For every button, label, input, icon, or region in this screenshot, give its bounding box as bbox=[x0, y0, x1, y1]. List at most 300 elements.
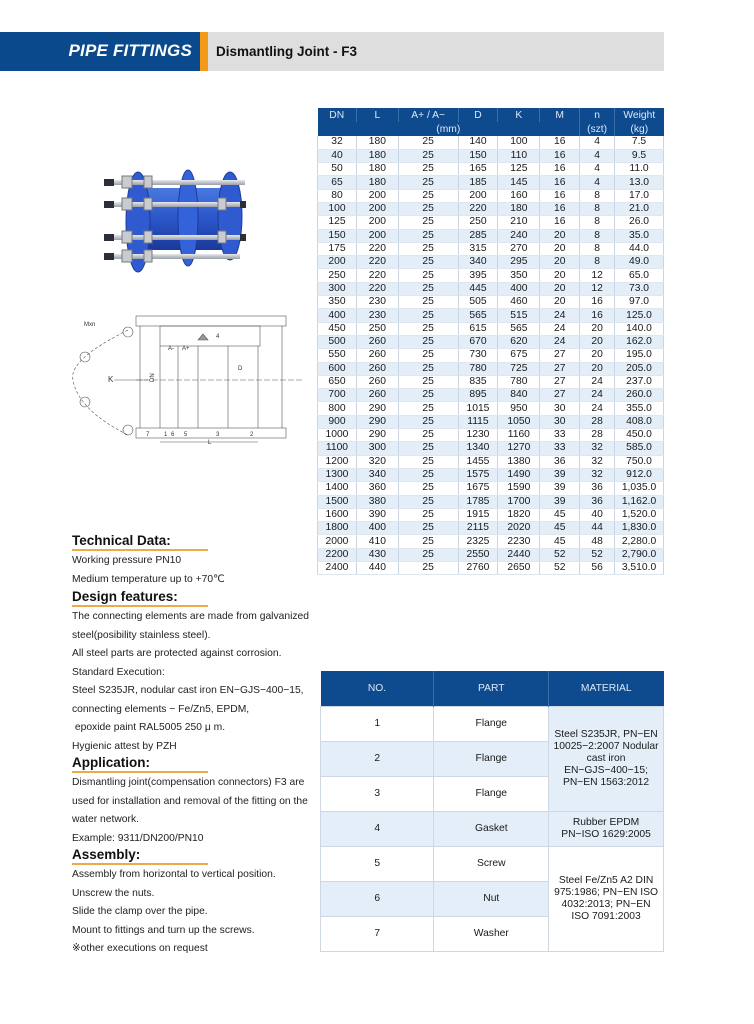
application-section bbox=[72, 755, 322, 848]
svg-text:K: K bbox=[108, 375, 114, 384]
table-cell: 48 bbox=[580, 535, 615, 548]
table-cell: 39 bbox=[540, 482, 580, 495]
table-cell: 260.0 bbox=[615, 389, 664, 402]
table-cell: 400 bbox=[498, 282, 540, 295]
table-row bbox=[318, 229, 664, 242]
table-cell: 350 bbox=[498, 269, 540, 282]
text-line: Unscrew the nuts. bbox=[72, 887, 155, 899]
table-cell: 150 bbox=[318, 229, 357, 242]
table-cell: 25 bbox=[398, 322, 458, 335]
table-row bbox=[318, 482, 664, 495]
table-cell: 200 bbox=[318, 256, 357, 269]
table-cell: 230 bbox=[356, 296, 398, 309]
table-cell: 25 bbox=[398, 562, 458, 575]
table-cell: 260 bbox=[356, 389, 398, 402]
table-cell: 200 bbox=[356, 189, 398, 202]
table-cell: 1600 bbox=[318, 508, 357, 521]
col-n: n bbox=[580, 108, 615, 122]
technical-data-heading: Technical Data: bbox=[72, 533, 208, 551]
table-cell: 25 bbox=[398, 216, 458, 229]
table-row bbox=[318, 269, 664, 282]
text-line: Example: 9311/DN200/PN10 bbox=[72, 832, 204, 844]
table-cell: 450.0 bbox=[615, 429, 664, 442]
table-cell: 4 bbox=[580, 163, 615, 176]
table-cell: 125 bbox=[318, 216, 357, 229]
table-cell: 20 bbox=[540, 269, 580, 282]
table-cell: 180 bbox=[356, 176, 398, 189]
table-cell: 16 bbox=[540, 163, 580, 176]
table-cell: 16 bbox=[540, 216, 580, 229]
col-dn: DN bbox=[318, 108, 357, 122]
table-row bbox=[318, 335, 664, 348]
table-cell: 8 bbox=[580, 216, 615, 229]
table-cell: 2000 bbox=[318, 535, 357, 548]
text-line: All steel parts are protected against corrosion. bbox=[72, 648, 282, 659]
table-cell: 44 bbox=[580, 522, 615, 535]
table-cell: 32 bbox=[580, 442, 615, 455]
table-cell: 16 bbox=[580, 296, 615, 309]
table-cell: 49.0 bbox=[615, 256, 664, 269]
table-cell: 1050 bbox=[498, 415, 540, 428]
table-cell: 97.0 bbox=[615, 296, 664, 309]
table-row bbox=[318, 495, 664, 508]
dims-body bbox=[318, 136, 664, 575]
table-cell: 290 bbox=[356, 429, 398, 442]
table-cell: 1000 bbox=[318, 429, 357, 442]
svg-text:A+: A+ bbox=[182, 346, 190, 352]
table-cell: 1230 bbox=[458, 429, 498, 442]
table-cell: 24 bbox=[580, 375, 615, 388]
table-row bbox=[318, 296, 664, 309]
table-cell: 295 bbox=[498, 256, 540, 269]
table-cell: 430 bbox=[356, 548, 398, 561]
svg-text:6: 6 bbox=[171, 432, 175, 438]
table-row bbox=[318, 375, 664, 388]
table-row bbox=[318, 242, 664, 255]
text-line: Hygienic attest by PZH bbox=[72, 740, 177, 752]
table-cell: 110 bbox=[498, 149, 540, 162]
table-cell: 40 bbox=[580, 508, 615, 521]
table-cell: 237.0 bbox=[615, 375, 664, 388]
table-cell: 39 bbox=[540, 495, 580, 508]
table-cell: 1700 bbox=[498, 495, 540, 508]
svg-text:A-: A- bbox=[168, 346, 174, 352]
table-cell: 25 bbox=[398, 256, 458, 269]
table-cell: 150 bbox=[458, 149, 498, 162]
table-cell: 800 bbox=[318, 402, 357, 415]
table-cell: 1200 bbox=[318, 455, 357, 468]
table-cell: 16 bbox=[540, 149, 580, 162]
table-cell: 780 bbox=[458, 362, 498, 375]
table-cell: 285 bbox=[458, 229, 498, 242]
footnote: ※other executions on request bbox=[72, 943, 208, 954]
product-photo bbox=[100, 150, 260, 280]
table-cell: 24 bbox=[540, 309, 580, 322]
table-cell: 1015 bbox=[458, 402, 498, 415]
table-cell: 12 bbox=[580, 269, 615, 282]
table-cell: 25 bbox=[398, 468, 458, 481]
unit-mm: (mm) bbox=[318, 122, 580, 136]
svg-text:7: 7 bbox=[146, 432, 150, 438]
table-cell: 3,510.0 bbox=[615, 562, 664, 575]
table-cell: 45 bbox=[540, 508, 580, 521]
svg-text:L: L bbox=[208, 440, 212, 445]
part-name: Flange bbox=[434, 706, 549, 741]
part-no: 1 bbox=[321, 706, 434, 741]
table-cell: 25 bbox=[398, 269, 458, 282]
dimensions-table bbox=[317, 108, 664, 575]
part-name: Screw bbox=[434, 846, 549, 881]
table-row bbox=[318, 468, 664, 481]
table-cell: 185 bbox=[458, 176, 498, 189]
table-cell: 730 bbox=[458, 349, 498, 362]
table-cell: 1500 bbox=[318, 495, 357, 508]
table-cell: 180 bbox=[356, 136, 398, 149]
table-cell: 320 bbox=[356, 455, 398, 468]
table-cell: 1675 bbox=[458, 482, 498, 495]
table-cell: 140 bbox=[458, 136, 498, 149]
table-cell: 25 bbox=[398, 296, 458, 309]
table-cell: 35.0 bbox=[615, 229, 664, 242]
table-cell: 36 bbox=[540, 455, 580, 468]
table-cell: 16 bbox=[540, 176, 580, 189]
table-cell: 200 bbox=[356, 202, 398, 215]
col-l: L bbox=[356, 108, 398, 122]
table-cell: 25 bbox=[398, 429, 458, 442]
col-k: K bbox=[498, 108, 540, 122]
table-cell: 27 bbox=[540, 362, 580, 375]
text-line: Working pressure PN10 bbox=[72, 555, 182, 566]
table-cell: 7.5 bbox=[615, 136, 664, 149]
col-weight: Weight bbox=[615, 108, 664, 122]
table-cell: 25 bbox=[398, 176, 458, 189]
technical-data-section bbox=[72, 533, 322, 589]
table-cell: 175 bbox=[318, 242, 357, 255]
table-cell: 56 bbox=[580, 562, 615, 575]
table-cell: 24 bbox=[540, 322, 580, 335]
table-cell: 260 bbox=[356, 375, 398, 388]
table-cell: 25 bbox=[398, 349, 458, 362]
table-cell: 145 bbox=[498, 176, 540, 189]
table-row bbox=[318, 282, 664, 295]
table-cell: 25 bbox=[398, 522, 458, 535]
table-cell: 360 bbox=[356, 482, 398, 495]
table-cell: 895 bbox=[458, 389, 498, 402]
table-cell: 1590 bbox=[498, 482, 540, 495]
table-cell: 400 bbox=[318, 309, 357, 322]
table-cell: 505 bbox=[458, 296, 498, 309]
table-cell: 30 bbox=[540, 415, 580, 428]
table-cell: 25 bbox=[398, 149, 458, 162]
table-cell: 25 bbox=[398, 495, 458, 508]
table-cell: 355.0 bbox=[615, 402, 664, 415]
table-row bbox=[321, 706, 664, 741]
table-cell: 205.0 bbox=[615, 362, 664, 375]
table-row bbox=[318, 256, 664, 269]
table-cell: 25 bbox=[398, 482, 458, 495]
table-cell: 45 bbox=[540, 535, 580, 548]
table-cell: 20 bbox=[540, 242, 580, 255]
table-cell: 8 bbox=[580, 242, 615, 255]
table-cell: 36 bbox=[580, 495, 615, 508]
table-cell: 27 bbox=[540, 375, 580, 388]
table-cell: 260 bbox=[356, 335, 398, 348]
table-row bbox=[318, 216, 664, 229]
table-cell: 25 bbox=[398, 442, 458, 455]
table-cell: 16 bbox=[580, 309, 615, 322]
table-cell: 1575 bbox=[458, 468, 498, 481]
section-banner bbox=[0, 32, 200, 71]
table-row bbox=[318, 442, 664, 455]
table-cell: 52 bbox=[540, 548, 580, 561]
table-cell: 350 bbox=[318, 296, 357, 309]
col-material: MATERIAL bbox=[549, 671, 664, 706]
table-cell: 4 bbox=[580, 176, 615, 189]
table-cell: 33 bbox=[540, 442, 580, 455]
table-cell: 32 bbox=[580, 468, 615, 481]
table-cell: 450 bbox=[318, 322, 357, 335]
part-no: 7 bbox=[321, 916, 434, 951]
svg-text:D: D bbox=[238, 366, 243, 372]
table-cell: 1915 bbox=[458, 508, 498, 521]
table-cell: 2200 bbox=[318, 548, 357, 561]
table-cell: 950 bbox=[498, 402, 540, 415]
table-cell: 25 bbox=[398, 548, 458, 561]
assembly-section bbox=[72, 847, 322, 959]
table-cell: 195.0 bbox=[615, 349, 664, 362]
table-cell: 1,520.0 bbox=[615, 508, 664, 521]
table-cell: 300 bbox=[318, 282, 357, 295]
table-cell: 100 bbox=[318, 202, 357, 215]
table-row bbox=[318, 202, 664, 215]
table-cell: 4 bbox=[580, 136, 615, 149]
table-cell: 912.0 bbox=[615, 468, 664, 481]
table-cell: 1340 bbox=[458, 442, 498, 455]
text-line: steel(posibility stainless steel). bbox=[72, 629, 211, 641]
table-row bbox=[318, 149, 664, 162]
table-cell: 515 bbox=[498, 309, 540, 322]
part-name: Washer bbox=[434, 916, 549, 951]
table-cell: 300 bbox=[356, 442, 398, 455]
table-cell: 162.0 bbox=[615, 335, 664, 348]
table-cell: 2325 bbox=[458, 535, 498, 548]
part-no: 4 bbox=[321, 811, 434, 846]
table-cell: 2,790.0 bbox=[615, 548, 664, 561]
table-cell: 13.0 bbox=[615, 176, 664, 189]
table-cell: 16 bbox=[540, 189, 580, 202]
table-cell: 340 bbox=[458, 256, 498, 269]
table-cell: 1400 bbox=[318, 482, 357, 495]
table-cell: 11.0 bbox=[615, 163, 664, 176]
table-cell: 25 bbox=[398, 309, 458, 322]
table-cell: 24 bbox=[580, 402, 615, 415]
technical-drawing bbox=[68, 310, 304, 445]
table-cell: 1,830.0 bbox=[615, 522, 664, 535]
col-no: NO. bbox=[321, 671, 434, 706]
table-cell: 600 bbox=[318, 362, 357, 375]
table-cell: 565 bbox=[458, 309, 498, 322]
table-cell: 1160 bbox=[498, 429, 540, 442]
text-line: epoxide paint RAL5005 250 μ m. bbox=[72, 722, 226, 733]
table-cell: 25 bbox=[398, 229, 458, 242]
design-features-section bbox=[72, 589, 322, 756]
table-cell: 210 bbox=[498, 216, 540, 229]
table-cell: 315 bbox=[458, 242, 498, 255]
page-title: Dismantling Joint - F3 bbox=[216, 44, 358, 59]
table-cell: 620 bbox=[498, 335, 540, 348]
table-cell: 2230 bbox=[498, 535, 540, 548]
svg-text:5: 5 bbox=[184, 432, 188, 438]
svg-text:1: 1 bbox=[164, 432, 168, 438]
table-cell: 390 bbox=[356, 508, 398, 521]
table-cell: 2020 bbox=[498, 522, 540, 535]
part-name: Gasket bbox=[434, 811, 549, 846]
table-row bbox=[318, 176, 664, 189]
table-row bbox=[321, 811, 664, 846]
parts-header-row bbox=[321, 671, 664, 706]
table-cell: 45 bbox=[540, 522, 580, 535]
table-row bbox=[318, 455, 664, 468]
table-cell: 260 bbox=[356, 362, 398, 375]
table-cell: 32 bbox=[580, 455, 615, 468]
table-cell: 24 bbox=[540, 335, 580, 348]
text-line: Dismantling joint(compensation connectors) F3 are bbox=[72, 777, 305, 788]
part-no: 5 bbox=[321, 846, 434, 881]
table-cell: 1800 bbox=[318, 522, 357, 535]
table-cell: 500 bbox=[318, 335, 357, 348]
part-no: 2 bbox=[321, 741, 434, 776]
table-cell: 100 bbox=[498, 136, 540, 149]
table-cell: 260 bbox=[356, 349, 398, 362]
table-cell: 25 bbox=[398, 375, 458, 388]
col-m: M bbox=[540, 108, 580, 122]
table-cell: 1490 bbox=[498, 468, 540, 481]
table-cell: 25 bbox=[398, 415, 458, 428]
table-cell: 2760 bbox=[458, 562, 498, 575]
table-cell: 1270 bbox=[498, 442, 540, 455]
table-cell: 27 bbox=[540, 349, 580, 362]
table-cell: 73.0 bbox=[615, 282, 664, 295]
text-line: The connecting elements are made from galvanized bbox=[72, 611, 309, 622]
table-cell: 44.0 bbox=[615, 242, 664, 255]
table-cell: 20 bbox=[540, 256, 580, 269]
dims-header-row bbox=[318, 108, 664, 122]
part-no: 3 bbox=[321, 776, 434, 811]
table-cell: 1820 bbox=[498, 508, 540, 521]
table-cell: 2550 bbox=[458, 548, 498, 561]
table-cell: 26.0 bbox=[615, 216, 664, 229]
table-cell: 585.0 bbox=[615, 442, 664, 455]
table-cell: 33 bbox=[540, 429, 580, 442]
assembly-heading: Assembly: bbox=[72, 847, 208, 865]
part-name: Flange bbox=[434, 741, 549, 776]
table-cell: 380 bbox=[356, 495, 398, 508]
material-gasket: Rubber EPDM PN−ISO 1629:2005 bbox=[549, 811, 664, 846]
label-mxn: Mxn bbox=[84, 322, 96, 328]
table-cell: 50 bbox=[318, 163, 357, 176]
material-fasteners: Steel Fe/Zn5 A2 DIN 975:1986; PN−EN ISO 4032:2013; PN−EN ISO 7091:2003 bbox=[549, 846, 664, 951]
table-cell: 52 bbox=[540, 562, 580, 575]
table-row bbox=[318, 402, 664, 415]
table-row bbox=[318, 429, 664, 442]
section-title: PIPE FITTINGS bbox=[68, 41, 192, 60]
table-cell: 21.0 bbox=[615, 202, 664, 215]
table-cell: 840 bbox=[498, 389, 540, 402]
table-cell: 165 bbox=[458, 163, 498, 176]
table-cell: 250 bbox=[356, 322, 398, 335]
text-line: connecting elements − Fe/Zn5, EPDM, bbox=[72, 703, 250, 715]
table-cell: 445 bbox=[458, 282, 498, 295]
table-cell: 125 bbox=[498, 163, 540, 176]
table-row bbox=[318, 349, 664, 362]
table-row bbox=[318, 309, 664, 322]
table-cell: 20 bbox=[540, 229, 580, 242]
table-row bbox=[318, 389, 664, 402]
table-cell: 25 bbox=[398, 508, 458, 521]
table-cell: 180 bbox=[356, 149, 398, 162]
table-cell: 16 bbox=[540, 202, 580, 215]
table-cell: 12 bbox=[580, 282, 615, 295]
col-a: A+ / A− bbox=[398, 108, 458, 122]
table-row bbox=[318, 522, 664, 535]
table-cell: 160 bbox=[498, 189, 540, 202]
table-cell: 125.0 bbox=[615, 309, 664, 322]
text-line: Medium temperature up to +70℃ bbox=[72, 573, 225, 585]
table-cell: 565 bbox=[498, 322, 540, 335]
table-cell: 1300 bbox=[318, 468, 357, 481]
table-cell: 8 bbox=[580, 229, 615, 242]
table-row bbox=[318, 362, 664, 375]
table-cell: 2440 bbox=[498, 548, 540, 561]
table-cell: 675 bbox=[498, 349, 540, 362]
table-cell: 615 bbox=[458, 322, 498, 335]
table-cell: 2115 bbox=[458, 522, 498, 535]
table-cell: 25 bbox=[398, 242, 458, 255]
table-cell: 220 bbox=[356, 256, 398, 269]
table-cell: 220 bbox=[458, 202, 498, 215]
table-cell: 36 bbox=[580, 482, 615, 495]
table-cell: 25 bbox=[398, 535, 458, 548]
table-cell: 200 bbox=[458, 189, 498, 202]
table-cell: 2650 bbox=[498, 562, 540, 575]
table-cell: 25 bbox=[398, 389, 458, 402]
table-cell: 900 bbox=[318, 415, 357, 428]
table-cell: 27 bbox=[540, 389, 580, 402]
svg-text:DN: DN bbox=[150, 373, 156, 382]
svg-text:4: 4 bbox=[216, 334, 220, 340]
table-cell: 24 bbox=[580, 389, 615, 402]
table-cell: 240 bbox=[498, 229, 540, 242]
table-cell: 52 bbox=[580, 548, 615, 561]
table-cell: 220 bbox=[356, 282, 398, 295]
table-cell: 650 bbox=[318, 375, 357, 388]
text-line: Assembly from horizontal to vertical position. bbox=[72, 869, 276, 880]
table-cell: 440 bbox=[356, 562, 398, 575]
table-cell: 17.0 bbox=[615, 189, 664, 202]
table-cell: 65.0 bbox=[615, 269, 664, 282]
col-part: PART bbox=[434, 671, 549, 706]
table-cell: 270 bbox=[498, 242, 540, 255]
table-cell: 700 bbox=[318, 389, 357, 402]
unit-kg: (kg) bbox=[615, 122, 664, 136]
table-cell: 200 bbox=[356, 229, 398, 242]
table-cell: 25 bbox=[398, 282, 458, 295]
table-cell: 25 bbox=[398, 335, 458, 348]
table-cell: 670 bbox=[458, 335, 498, 348]
table-cell: 1100 bbox=[318, 442, 357, 455]
table-cell: 835 bbox=[458, 375, 498, 388]
table-cell: 460 bbox=[498, 296, 540, 309]
